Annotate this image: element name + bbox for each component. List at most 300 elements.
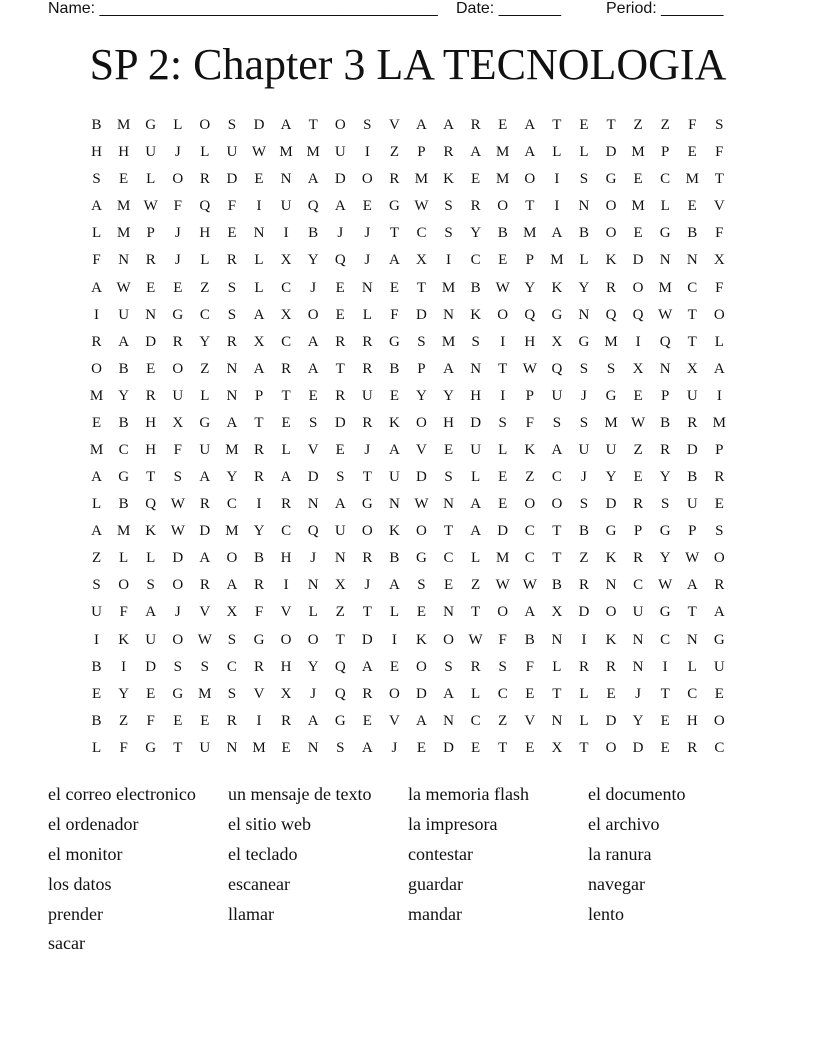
grid-letter[interactable]: C <box>497 685 508 702</box>
grid-letter[interactable]: A <box>388 252 400 269</box>
grid-letter[interactable]: R <box>199 577 210 594</box>
grid-letter[interactable]: H <box>443 414 454 431</box>
grid-letter[interactable]: Z <box>335 604 345 621</box>
grid-letter[interactable]: H <box>145 414 157 431</box>
grid-letter[interactable]: B <box>308 225 319 242</box>
grid-letter[interactable]: R <box>281 712 292 729</box>
grid-letter[interactable]: A <box>524 117 536 134</box>
word-search-grid[interactable] <box>83 112 733 762</box>
grid-letter[interactable]: L <box>119 550 129 567</box>
grid-letter[interactable]: F <box>146 712 155 729</box>
grid-letter[interactable]: W <box>631 414 646 431</box>
grid-letter[interactable]: M <box>604 414 618 431</box>
grid-letter[interactable]: I <box>256 496 262 513</box>
grid-letter[interactable]: S <box>579 360 589 377</box>
grid-letter[interactable]: Z <box>633 441 643 458</box>
grid-letter[interactable]: Z <box>91 550 102 567</box>
grid-letter[interactable]: M <box>89 387 104 404</box>
grid-letter[interactable]: A <box>280 117 292 134</box>
grid-letter[interactable]: P <box>688 523 697 540</box>
grid-letter[interactable]: L <box>200 252 210 269</box>
grid-letter[interactable]: L <box>389 604 399 621</box>
grid-letter[interactable]: X <box>280 252 292 269</box>
grid-letter[interactable]: M <box>631 144 645 161</box>
grid-letter[interactable]: R <box>633 496 644 513</box>
grid-letter[interactable]: L <box>579 712 589 729</box>
grid-letter[interactable]: A <box>470 144 482 161</box>
grid-letter[interactable]: Q <box>334 658 346 675</box>
grid-letter[interactable]: O <box>118 577 130 594</box>
grid-letter[interactable]: Y <box>632 712 644 729</box>
grid-letter[interactable]: C <box>687 279 698 296</box>
grid-letter[interactable]: Y <box>443 387 454 404</box>
grid-letter[interactable]: T <box>254 414 264 431</box>
grid-letter[interactable]: H <box>280 550 292 567</box>
grid-letter[interactable]: T <box>416 279 427 296</box>
grid-letter[interactable]: W <box>197 631 212 648</box>
grid-letter[interactable]: D <box>470 414 482 431</box>
grid-letter[interactable]: V <box>280 604 292 621</box>
grid-letter[interactable]: A <box>91 523 102 540</box>
grid-letter[interactable]: Y <box>470 225 482 242</box>
grid-letter[interactable]: M <box>89 441 104 458</box>
grid-letter[interactable]: L <box>200 144 210 161</box>
grid-letter[interactable]: C <box>660 171 671 188</box>
grid-letter[interactable]: A <box>253 360 265 377</box>
grid-letter[interactable]: T <box>335 360 345 377</box>
grid-letter[interactable]: T <box>443 523 454 540</box>
grid-letter[interactable]: U <box>280 198 292 215</box>
grid-letter[interactable]: T <box>687 306 697 323</box>
grid-letter[interactable]: M <box>306 144 320 161</box>
grid-letter[interactable]: G <box>172 306 184 323</box>
grid-letter[interactable]: T <box>687 333 697 350</box>
grid-letter[interactable]: S <box>173 469 182 486</box>
grid-letter[interactable]: S <box>444 225 453 242</box>
grid-letter[interactable]: H <box>470 387 482 404</box>
grid-letter[interactable]: K <box>551 279 563 296</box>
grid-letter[interactable]: E <box>91 414 102 431</box>
grid-letter[interactable]: E <box>308 387 318 404</box>
grid-letter[interactable]: A <box>361 739 373 756</box>
grid-letter[interactable]: E <box>687 144 697 161</box>
grid-letter[interactable]: E <box>714 685 724 702</box>
grid-letter[interactable]: R <box>254 658 265 675</box>
grid-letter[interactable]: S <box>227 631 237 648</box>
grid-letter[interactable]: C <box>281 333 292 350</box>
grid-letter[interactable]: T <box>525 198 535 215</box>
grid-letter[interactable]: A <box>334 496 346 513</box>
grid-letter[interactable]: N <box>605 577 617 594</box>
grid-letter[interactable]: M <box>116 523 131 540</box>
grid-letter[interactable]: E <box>146 685 156 702</box>
grid-letter[interactable]: X <box>416 252 427 269</box>
grid-letter[interactable]: O <box>361 171 373 188</box>
grid-letter[interactable]: I <box>283 225 289 242</box>
grid-letter[interactable]: D <box>605 144 617 161</box>
grid-letter[interactable]: N <box>578 198 590 215</box>
grid-letter[interactable]: Y <box>659 469 671 486</box>
grid-letter[interactable]: G <box>388 333 400 350</box>
grid-letter[interactable]: F <box>254 604 264 621</box>
grid-letter[interactable]: J <box>174 252 181 269</box>
grid-letter[interactable]: A <box>307 360 319 377</box>
grid-letter[interactable]: D <box>686 441 698 458</box>
name-field[interactable]: Name: ______________________________________ <box>48 0 438 17</box>
grid-letter[interactable]: J <box>581 469 587 486</box>
grid-letter[interactable]: I <box>662 658 668 675</box>
grid-letter[interactable]: D <box>226 171 238 188</box>
grid-letter[interactable]: A <box>307 333 319 350</box>
grid-letter[interactable]: A <box>686 577 698 594</box>
grid-letter[interactable]: G <box>551 306 563 323</box>
grid-letter[interactable]: R <box>443 144 454 161</box>
grid-letter[interactable]: S <box>552 414 562 431</box>
grid-letter[interactable]: N <box>659 360 671 377</box>
grid-letter[interactable]: E <box>146 279 156 296</box>
grid-letter[interactable]: N <box>307 739 319 756</box>
grid-letter[interactable]: Z <box>389 144 399 161</box>
grid-letter[interactable]: I <box>364 144 370 161</box>
grid-letter[interactable]: Z <box>471 577 481 594</box>
grid-letter[interactable]: R <box>226 252 237 269</box>
grid-letter[interactable]: J <box>364 441 371 458</box>
grid-letter[interactable]: Y <box>659 550 671 567</box>
grid-letter[interactable]: E <box>173 712 183 729</box>
grid-letter[interactable]: E <box>579 117 589 134</box>
grid-letter[interactable]: C <box>470 252 481 269</box>
grid-letter[interactable]: L <box>552 144 562 161</box>
grid-letter[interactable]: S <box>227 685 237 702</box>
grid-letter[interactable]: C <box>633 577 644 594</box>
grid-letter[interactable]: A <box>551 225 563 242</box>
grid-letter[interactable]: Q <box>334 685 346 702</box>
grid-letter[interactable]: E <box>335 441 345 458</box>
grid-letter[interactable]: A <box>470 523 482 540</box>
grid-letter[interactable]: J <box>174 604 181 621</box>
grid-letter[interactable]: J <box>310 279 317 296</box>
grid-letter[interactable]: D <box>199 523 211 540</box>
grid-letter[interactable]: R <box>714 577 725 594</box>
grid-letter[interactable]: U <box>686 496 698 513</box>
grid-letter[interactable]: R <box>254 469 265 486</box>
grid-letter[interactable]: K <box>443 171 454 188</box>
grid-letter[interactable]: E <box>498 252 508 269</box>
grid-letter[interactable]: J <box>310 550 317 567</box>
grid-letter[interactable]: W <box>170 496 185 513</box>
grid-letter[interactable]: O <box>416 658 427 675</box>
grid-letter[interactable]: K <box>470 306 482 323</box>
grid-letter[interactable]: S <box>417 577 426 594</box>
grid-letter[interactable]: M <box>198 685 212 702</box>
grid-letter[interactable]: A <box>416 712 427 729</box>
grid-letter[interactable]: N <box>226 387 238 404</box>
grid-letter[interactable]: E <box>254 171 264 188</box>
grid-letter[interactable]: L <box>308 604 318 621</box>
grid-letter[interactable]: B <box>389 360 400 377</box>
grid-letter[interactable]: G <box>659 225 671 242</box>
grid-letter[interactable]: G <box>361 496 373 513</box>
grid-letter[interactable]: N <box>551 712 563 729</box>
grid-letter[interactable]: B <box>497 225 508 242</box>
grid-letter[interactable]: Q <box>199 198 211 215</box>
grid-letter[interactable]: T <box>552 685 562 702</box>
grid-letter[interactable]: L <box>552 658 562 675</box>
grid-letter[interactable]: E <box>362 198 372 215</box>
grid-letter[interactable]: J <box>364 577 371 594</box>
grid-letter[interactable]: T <box>146 469 156 486</box>
grid-letter[interactable]: A <box>118 333 130 350</box>
grid-letter[interactable]: B <box>118 496 129 513</box>
grid-letter[interactable]: N <box>307 496 319 513</box>
grid-letter[interactable]: P <box>715 441 724 458</box>
grid-letter[interactable]: A <box>91 469 102 486</box>
grid-letter[interactable]: B <box>118 360 129 377</box>
grid-letter[interactable]: W <box>658 306 673 323</box>
grid-letter[interactable]: R <box>660 441 671 458</box>
grid-letter[interactable]: R <box>633 550 644 567</box>
grid-letter[interactable]: N <box>280 171 292 188</box>
grid-letter[interactable]: U <box>361 387 373 404</box>
grid-letter[interactable]: T <box>173 739 183 756</box>
grid-letter[interactable]: B <box>578 225 589 242</box>
grid-letter[interactable]: X <box>551 333 563 350</box>
grid-letter[interactable]: M <box>441 333 456 350</box>
grid-letter[interactable]: M <box>658 279 672 296</box>
grid-letter[interactable]: S <box>498 414 507 431</box>
grid-letter[interactable]: X <box>686 360 698 377</box>
grid-letter[interactable]: O <box>172 631 184 648</box>
grid-letter[interactable]: J <box>174 225 181 242</box>
grid-letter[interactable]: C <box>524 523 535 540</box>
grid-letter[interactable]: L <box>173 117 183 134</box>
grid-letter[interactable]: V <box>307 441 319 458</box>
grid-letter[interactable]: L <box>471 685 481 702</box>
grid-letter[interactable]: A <box>524 604 536 621</box>
grid-letter[interactable]: U <box>470 441 482 458</box>
grid-letter[interactable]: W <box>522 577 537 594</box>
grid-letter[interactable]: W <box>251 144 267 161</box>
grid-letter[interactable]: E <box>173 279 183 296</box>
grid-letter[interactable]: B <box>660 414 671 431</box>
grid-letter[interactable]: A <box>280 469 292 486</box>
grid-letter[interactable]: D <box>145 658 157 675</box>
grid-letter[interactable]: I <box>581 631 587 648</box>
grid-letter[interactable]: E <box>443 577 454 594</box>
grid-letter[interactable]: I <box>256 712 262 729</box>
grid-letter[interactable]: W <box>495 279 510 296</box>
grid-letter[interactable]: I <box>554 198 560 215</box>
grid-letter[interactable]: U <box>578 441 590 458</box>
grid-letter[interactable]: I <box>716 387 722 404</box>
grid-letter[interactable]: V <box>253 685 265 702</box>
grid-letter[interactable]: X <box>280 306 292 323</box>
grid-letter[interactable]: L <box>254 252 264 269</box>
grid-letter[interactable]: R <box>606 658 617 675</box>
grid-letter[interactable]: A <box>226 577 238 594</box>
grid-letter[interactable]: S <box>498 658 507 675</box>
grid-letter[interactable]: N <box>307 577 319 594</box>
grid-letter[interactable]: Y <box>118 387 130 404</box>
grid-letter[interactable]: A <box>713 604 725 621</box>
grid-letter[interactable]: H <box>280 658 292 675</box>
grid-letter[interactable]: L <box>660 198 670 215</box>
grid-letter[interactable]: D <box>172 550 184 567</box>
grid-letter[interactable]: X <box>334 577 346 594</box>
grid-letter[interactable]: A <box>388 441 400 458</box>
grid-letter[interactable]: U <box>172 387 184 404</box>
grid-letter[interactable]: T <box>552 523 562 540</box>
grid-letter[interactable]: E <box>525 685 535 702</box>
grid-letter[interactable]: T <box>714 171 724 188</box>
grid-letter[interactable]: L <box>471 469 481 486</box>
grid-letter[interactable]: B <box>91 712 102 729</box>
grid-letter[interactable]: O <box>172 360 184 377</box>
grid-letter[interactable]: V <box>199 604 211 621</box>
grid-letter[interactable]: U <box>199 441 211 458</box>
grid-letter[interactable]: R <box>254 577 265 594</box>
grid-letter[interactable]: L <box>498 441 508 458</box>
grid-letter[interactable]: A <box>334 198 346 215</box>
grid-letter[interactable]: E <box>660 712 670 729</box>
grid-letter[interactable]: U <box>145 631 157 648</box>
grid-letter[interactable]: C <box>416 225 427 242</box>
grid-letter[interactable]: A <box>145 604 157 621</box>
grid-letter[interactable]: B <box>687 469 698 486</box>
grid-letter[interactable]: D <box>497 523 509 540</box>
grid-letter[interactable]: T <box>498 739 508 756</box>
grid-letter[interactable]: T <box>660 685 670 702</box>
grid-letter[interactable]: N <box>443 712 454 729</box>
grid-letter[interactable]: A <box>524 144 536 161</box>
grid-letter[interactable]: E <box>362 712 372 729</box>
grid-letter[interactable]: U <box>91 604 102 621</box>
grid-letter[interactable]: F <box>92 252 101 269</box>
grid-letter[interactable]: E <box>471 739 481 756</box>
grid-letter[interactable]: O <box>551 496 563 513</box>
grid-letter[interactable]: R <box>470 198 481 215</box>
grid-letter[interactable]: F <box>390 306 399 323</box>
grid-letter[interactable]: O <box>307 306 319 323</box>
grid-letter[interactable]: O <box>713 712 725 729</box>
grid-letter[interactable]: L <box>471 550 481 567</box>
grid-letter[interactable]: F <box>173 441 182 458</box>
grid-letter[interactable]: F <box>498 631 507 648</box>
grid-letter[interactable]: K <box>605 252 617 269</box>
grid-letter[interactable]: F <box>688 117 697 134</box>
grid-letter[interactable]: G <box>605 523 617 540</box>
grid-letter[interactable]: S <box>715 117 724 134</box>
grid-letter[interactable]: I <box>94 306 100 323</box>
grid-letter[interactable]: E <box>714 496 724 513</box>
grid-letter[interactable]: A <box>226 414 238 431</box>
grid-letter[interactable]: G <box>388 198 400 215</box>
grid-letter[interactable]: L <box>254 279 264 296</box>
grid-letter[interactable]: O <box>416 523 427 540</box>
grid-letter[interactable]: N <box>388 496 400 513</box>
grid-letter[interactable]: R <box>254 441 265 458</box>
grid-letter[interactable]: G <box>253 631 265 648</box>
grid-letter[interactable]: E <box>335 279 345 296</box>
grid-letter[interactable]: T <box>362 604 372 621</box>
grid-letter[interactable]: R <box>578 658 589 675</box>
grid-letter[interactable]: F <box>119 604 128 621</box>
grid-letter[interactable]: M <box>496 171 510 188</box>
grid-letter[interactable]: H <box>686 712 698 729</box>
grid-letter[interactable]: W <box>170 523 185 540</box>
grid-letter[interactable]: H <box>524 333 536 350</box>
grid-letter[interactable]: R <box>145 252 156 269</box>
grid-letter[interactable]: O <box>605 739 617 756</box>
grid-letter[interactable]: C <box>118 441 129 458</box>
grid-letter[interactable]: Y <box>118 685 130 702</box>
grid-letter[interactable]: Y <box>524 279 536 296</box>
grid-letter[interactable]: H <box>199 225 211 242</box>
grid-letter[interactable]: O <box>280 631 292 648</box>
grid-letter[interactable]: N <box>334 550 346 567</box>
grid-letter[interactable]: Q <box>605 306 617 323</box>
grid-letter[interactable]: A <box>551 441 563 458</box>
grid-letter[interactable]: M <box>685 171 699 188</box>
grid-letter[interactable]: V <box>388 117 400 134</box>
grid-letter[interactable]: G <box>334 712 346 729</box>
grid-letter[interactable]: L <box>281 441 291 458</box>
grid-letter[interactable]: U <box>388 469 400 486</box>
grid-letter[interactable]: E <box>471 171 481 188</box>
grid-letter[interactable]: N <box>226 739 238 756</box>
grid-letter[interactable]: D <box>443 739 454 756</box>
grid-letter[interactable]: O <box>497 604 509 621</box>
grid-letter[interactable]: J <box>174 144 181 161</box>
grid-letter[interactable]: N <box>443 306 454 323</box>
grid-letter[interactable]: Y <box>578 279 590 296</box>
grid-letter[interactable]: T <box>335 631 345 648</box>
grid-letter[interactable]: X <box>713 252 725 269</box>
grid-letter[interactable]: S <box>92 171 101 188</box>
grid-letter[interactable]: E <box>633 469 643 486</box>
grid-letter[interactable]: L <box>91 496 102 513</box>
grid-letter[interactable]: T <box>687 604 697 621</box>
grid-letter[interactable]: C <box>443 550 454 567</box>
grid-letter[interactable]: C <box>687 685 698 702</box>
grid-letter[interactable]: S <box>579 496 589 513</box>
grid-letter[interactable]: E <box>633 225 643 242</box>
grid-letter[interactable]: E <box>416 604 427 621</box>
grid-letter[interactable]: E <box>91 685 102 702</box>
grid-letter[interactable]: S <box>444 658 453 675</box>
grid-letter[interactable]: O <box>307 631 319 648</box>
grid-letter[interactable]: Y <box>307 252 319 269</box>
grid-letter[interactable]: O <box>713 306 725 323</box>
grid-letter[interactable]: I <box>446 252 452 269</box>
grid-letter[interactable]: D <box>307 469 319 486</box>
grid-letter[interactable]: T <box>308 117 318 134</box>
grid-letter[interactable]: D <box>605 496 617 513</box>
grid-letter[interactable]: L <box>200 387 210 404</box>
grid-letter[interactable]: R <box>172 333 183 350</box>
grid-letter[interactable]: J <box>391 739 398 756</box>
grid-letter[interactable]: S <box>579 414 589 431</box>
grid-letter[interactable]: L <box>146 550 156 567</box>
grid-letter[interactable]: B <box>118 414 129 431</box>
grid-letter[interactable]: E <box>633 171 643 188</box>
grid-letter[interactable]: Y <box>253 523 265 540</box>
grid-letter[interactable]: G <box>145 739 157 756</box>
grid-letter[interactable]: M <box>496 550 510 567</box>
grid-letter[interactable]: I <box>500 333 506 350</box>
grid-letter[interactable]: Q <box>307 523 319 540</box>
grid-letter[interactable]: T <box>579 739 589 756</box>
